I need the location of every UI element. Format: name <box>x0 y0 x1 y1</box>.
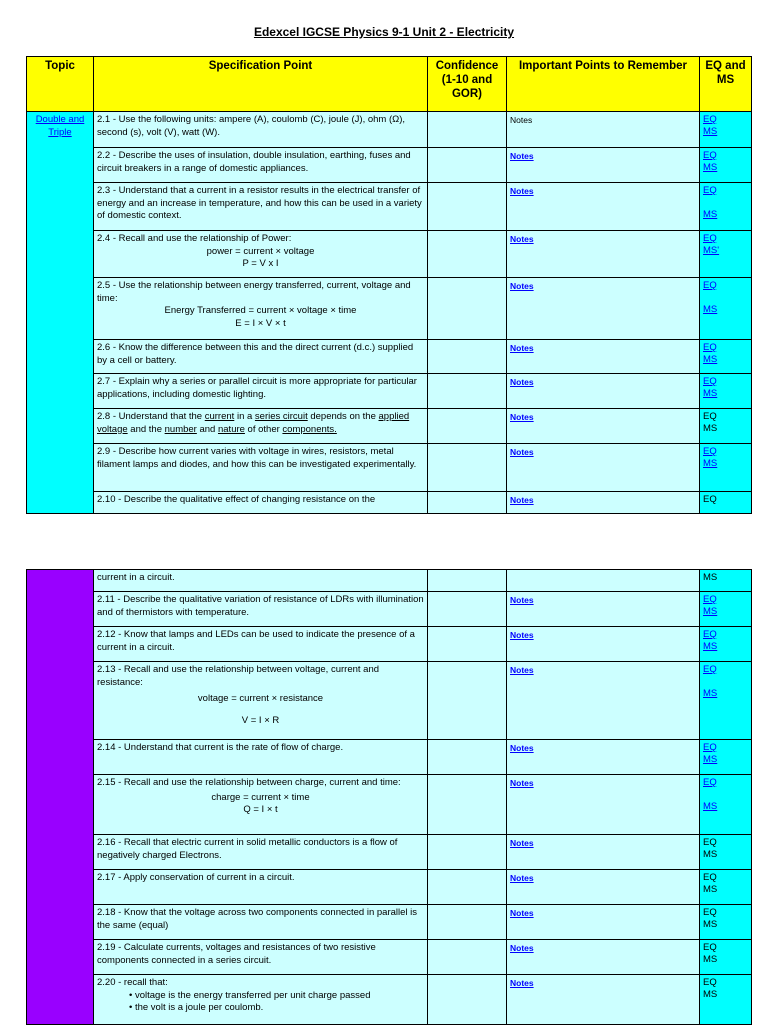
formula-words: charge = current × time <box>211 791 310 803</box>
ms-text: MS <box>703 919 718 930</box>
confidence-input[interactable] <box>428 870 507 905</box>
table-row <box>27 231 752 278</box>
ms-link[interactable]: MS <box>703 606 718 617</box>
eq-ms-cell <box>700 835 752 870</box>
formula-symbols: E = I × V × t <box>235 317 286 329</box>
confidence-input[interactable] <box>428 112 507 148</box>
formula-words: voltage = current × resistance <box>197 693 324 704</box>
eq-ms-cell <box>700 183 752 231</box>
confidence-input[interactable] <box>428 148 507 183</box>
topic-cell <box>27 112 94 514</box>
spec-text: 2.11 - Describe the qualitative variation of resistance of LDRs with illumination and of thermistors with temperature. <box>94 592 428 627</box>
spec-cell <box>94 231 428 278</box>
notes-link[interactable]: Notes <box>510 234 534 244</box>
spec-text: 2.5 - Use the relationship between energy transferred, current, voltage and time: <box>97 280 411 304</box>
underlined-term: applied voltage <box>97 411 410 435</box>
eq-link[interactable]: EQ <box>703 376 717 387</box>
spec-text: 2.4 - Recall and use the relationship of Power: <box>97 233 292 244</box>
spec-text: 2.1 - Use the following units: ampere (A), coulomb (C), joule (J), ohm (Ω), second (s), volt (V), watt (W). <box>94 112 428 148</box>
confidence-input[interactable] <box>428 775 507 835</box>
table-row <box>27 570 752 592</box>
notes-link[interactable]: Notes <box>510 908 534 918</box>
spec-cell <box>94 409 428 444</box>
ms-text: MS <box>703 989 718 1000</box>
table-row <box>27 835 752 870</box>
ms-link[interactable]: MS <box>703 162 718 173</box>
notes-link[interactable]: Notes <box>510 447 534 457</box>
eq-text: EQ <box>703 942 717 953</box>
confidence-input[interactable] <box>428 905 507 940</box>
notes-cell <box>507 444 700 492</box>
notes-cell <box>507 278 700 340</box>
spec-text: 2.14 - Understand that current is the rate of flow of charge. <box>94 740 428 775</box>
table-row <box>27 940 752 975</box>
eq-ms-cell <box>700 570 752 592</box>
eq-ms-cell <box>700 740 752 775</box>
table-row <box>27 183 752 231</box>
spec-text: in a <box>234 411 255 422</box>
spec-text: and <box>196 423 218 435</box>
eq-ms-cell <box>700 374 752 409</box>
eq-ms-cell <box>700 340 752 374</box>
confidence-input[interactable] <box>428 662 507 740</box>
table-row <box>27 340 752 374</box>
confidence-input[interactable] <box>428 492 507 514</box>
confidence-input[interactable] <box>428 835 507 870</box>
formula-symbols: P = V x I <box>242 258 279 269</box>
ms-text: MS <box>703 572 718 583</box>
spec-cell <box>94 662 428 740</box>
table-row <box>27 775 752 835</box>
confidence-input[interactable] <box>428 409 507 444</box>
table-row <box>27 374 752 409</box>
spec-text: 2.10 - Describe the qualitative effect of changing resistance on the <box>94 492 428 514</box>
spec-text: 2.9 - Describe how current varies with voltage in wires, resistors, metal filament lamps and diodes, and how this can be investigated experimentally. <box>94 444 428 492</box>
notes-cell <box>507 492 700 514</box>
spec-text: 2.2 - Describe the uses of insulation, double insulation, earthing, fuses and circuit breakers in a range of domestic appliances. <box>94 148 428 183</box>
eq-link[interactable]: EQ <box>703 446 717 457</box>
notes-cell <box>507 340 700 374</box>
table-row <box>27 592 752 627</box>
eq-link[interactable]: EQ <box>703 777 717 788</box>
notes-link[interactable]: Notes <box>510 743 534 753</box>
notes-cell <box>507 905 700 940</box>
eq-ms-cell <box>700 444 752 492</box>
notes-label: Notes <box>510 115 533 125</box>
table-row <box>27 409 752 444</box>
eq-link[interactable]: EQ <box>703 185 717 196</box>
spec-table-2 <box>26 569 752 1025</box>
eq-text: EQ <box>703 837 717 848</box>
ms-link[interactable]: MS <box>703 688 718 699</box>
notes-link[interactable]: Notes <box>510 943 534 953</box>
ms-link[interactable]: MS <box>703 754 718 765</box>
notes-cell <box>507 835 700 870</box>
confidence-input[interactable] <box>428 975 507 1025</box>
eq-ms-cell <box>700 231 752 278</box>
header-confidence: Confidence (1-10 and GOR) <box>428 57 507 112</box>
confidence-input[interactable] <box>428 231 507 278</box>
confidence-input[interactable] <box>428 183 507 231</box>
notes-link[interactable]: Notes <box>510 343 534 353</box>
confidence-input[interactable] <box>428 740 507 775</box>
table-row <box>27 905 752 940</box>
notes-link[interactable]: Notes <box>510 630 534 640</box>
formula-words: Energy Transferred = current × voltage × time <box>164 305 357 316</box>
eq-text: EQ <box>703 977 717 988</box>
table-row <box>27 740 752 775</box>
spec-text: 2.15 - Recall and use the relationship between charge, current and time: <box>97 777 401 788</box>
notes-cell <box>507 570 700 592</box>
confidence-input[interactable] <box>428 592 507 627</box>
spec-text: 2.16 - Recall that electric current in solid metallic conductors is a flow of negatively charged Electrons. <box>94 835 428 870</box>
notes-cell <box>507 662 700 740</box>
eq-ms-cell <box>700 940 752 975</box>
notes-link[interactable]: Notes <box>510 838 534 848</box>
notes-link[interactable]: Notes <box>510 377 534 387</box>
notes-cell <box>507 775 700 835</box>
header-important: Important Points to Remember <box>507 57 700 112</box>
spec-text: 2.12 - Know that lamps and LEDs can be used to indicate the presence of a current in a circuit. <box>94 627 428 662</box>
eq-text: EQ <box>703 907 717 918</box>
ms-text: MS <box>703 954 718 965</box>
eq-ms-cell <box>700 148 752 183</box>
ms-link[interactable]: MS <box>703 801 718 812</box>
ms-text: MS <box>703 884 718 895</box>
spec-text: 2.19 - Calculate currents, voltages and resistances of two resistive components connected in a series circuit. <box>94 940 428 975</box>
eq-ms-cell <box>700 905 752 940</box>
eq-ms-cell <box>700 627 752 662</box>
underlined-term: components. <box>282 423 337 435</box>
spec-text: 2.3 - Understand that a current in a resistor results in the electrical transfer of energy and an increase in temperature, and how this can be used in a variety of domestic context. <box>94 183 428 231</box>
confidence-input[interactable] <box>428 340 507 374</box>
spec-text: current in a circuit. <box>94 570 428 592</box>
ms-link[interactable]: MS <box>703 126 718 137</box>
notes-cell <box>507 975 700 1025</box>
underlined-term: current <box>204 411 235 422</box>
spec-text: 2.20 - recall that: <box>97 977 168 988</box>
header-row <box>27 57 752 112</box>
table-row <box>27 627 752 662</box>
formula-symbols: Q = I × t <box>243 804 278 815</box>
page-title: Edexcel IGCSE Physics 9-1 Unit 2 - Electricity <box>253 25 515 39</box>
notes-link[interactable]: Notes <box>510 186 534 196</box>
ms-link[interactable]: MS <box>703 641 718 652</box>
underlined-term: nature <box>217 423 245 435</box>
confidence-input[interactable] <box>428 374 507 409</box>
notes-cell <box>507 374 700 409</box>
underlined-term: number <box>164 423 197 435</box>
ms-link[interactable]: MS <box>703 388 718 399</box>
spec-text: depends on the <box>307 411 379 422</box>
eq-link[interactable]: EQ <box>703 280 717 291</box>
spec-cell <box>94 278 428 340</box>
eq-text: EQ <box>703 411 717 422</box>
formula-symbols: V = I × R <box>241 714 280 726</box>
eq-link[interactable]: EQ <box>703 594 717 605</box>
notes-link[interactable]: Notes <box>510 665 534 675</box>
notes-cell <box>507 409 700 444</box>
ms-text: MS <box>703 849 718 860</box>
eq-link[interactable]: EQ <box>703 233 717 244</box>
notes-link[interactable]: Notes <box>510 595 534 605</box>
eq-link[interactable]: EQ <box>703 150 717 161</box>
notes-cell <box>507 870 700 905</box>
table-row <box>27 975 752 1025</box>
confidence-input[interactable] <box>428 940 507 975</box>
ms-link[interactable]: MS' <box>703 245 720 256</box>
eq-text: EQ <box>703 872 717 883</box>
eq-link[interactable]: EQ <box>703 629 717 640</box>
eq-link[interactable]: EQ <box>703 664 717 675</box>
ms-text: MS <box>703 423 718 434</box>
eq-ms-cell <box>700 975 752 1025</box>
ms-link[interactable]: MS <box>703 209 718 220</box>
spec-text: 2.7 - Explain why a series or parallel circuit is more appropriate for particular applications, including domestic lighting. <box>94 374 428 409</box>
notes-link[interactable]: Notes <box>510 873 534 883</box>
notes-link[interactable]: Notes <box>510 151 534 161</box>
eq-ms-cell <box>700 662 752 740</box>
spec-text: and the <box>127 423 165 435</box>
eq-ms-cell <box>700 278 752 340</box>
notes-link[interactable]: Notes <box>510 978 534 988</box>
notes-link[interactable]: Notes <box>510 281 534 291</box>
confidence-input[interactable] <box>428 278 507 340</box>
topic-link[interactable]: Double and Triple <box>35 114 85 138</box>
notes-cell <box>507 627 700 662</box>
spec-text: 2.18 - Know that the voltage across two components connected in parallel is the same (equal) <box>94 905 428 940</box>
notes-cell <box>507 592 700 627</box>
topic-cell <box>27 570 94 1025</box>
notes-cell <box>507 148 700 183</box>
ms-link[interactable]: MS <box>703 304 718 315</box>
eq-ms-cell <box>700 112 752 148</box>
eq-link[interactable]: EQ <box>703 114 717 125</box>
spec-text: 2.6 - Know the difference between this and the direct current (d.c.) supplied by a cell or battery. <box>94 340 428 374</box>
table-row <box>27 492 752 514</box>
notes-link[interactable]: Notes <box>510 412 534 422</box>
notes-cell <box>507 740 700 775</box>
notes-link[interactable]: Notes <box>510 495 534 505</box>
table-row <box>27 444 752 492</box>
header-eq: EQ and MS <box>700 57 752 112</box>
notes-cell <box>507 183 700 231</box>
eq-ms-cell <box>700 775 752 835</box>
formula-words: power = current × voltage <box>206 245 315 257</box>
spec-text: 2.8 - Understand that the <box>97 411 205 422</box>
table-row <box>27 870 752 905</box>
spec-cell <box>94 975 428 1025</box>
confidence-input[interactable] <box>428 570 507 592</box>
eq-ms-cell <box>700 409 752 444</box>
bullet-item: • voltage is the energy transferred per unit charge passed <box>129 989 371 1001</box>
notes-cell <box>507 231 700 278</box>
underlined-term: series circuit <box>254 411 308 422</box>
header-topic: Topic <box>27 57 94 112</box>
confidence-input[interactable] <box>428 627 507 662</box>
spec-table-1 <box>26 56 752 514</box>
spec-text: 2.13 - Recall and use the relationship between voltage, current and resistance: <box>97 664 380 688</box>
ms-link[interactable]: MS <box>703 458 718 469</box>
table-row <box>27 112 752 148</box>
notes-link[interactable]: Notes <box>510 778 534 788</box>
spec-cell <box>94 775 428 835</box>
notes-text <box>507 112 700 148</box>
table-row <box>27 662 752 740</box>
eq-link[interactable]: EQ <box>703 342 717 353</box>
table-row <box>27 148 752 183</box>
table-row <box>27 278 752 340</box>
spec-text: of other <box>244 423 283 435</box>
header-spec: Specification Point <box>94 57 428 112</box>
eq-ms-cell <box>700 492 752 514</box>
ms-link[interactable]: MS <box>703 354 718 365</box>
eq-ms-cell <box>700 870 752 905</box>
spec-text: 2.17 - Apply conservation of current in a circuit. <box>94 870 428 905</box>
bullet-item: • the volt is a joule per coulomb. <box>129 1002 264 1013</box>
eq-ms-cell <box>700 592 752 627</box>
eq-link[interactable]: EQ <box>703 742 717 753</box>
confidence-input[interactable] <box>428 444 507 492</box>
eq-text: EQ <box>703 494 717 505</box>
notes-cell <box>507 940 700 975</box>
